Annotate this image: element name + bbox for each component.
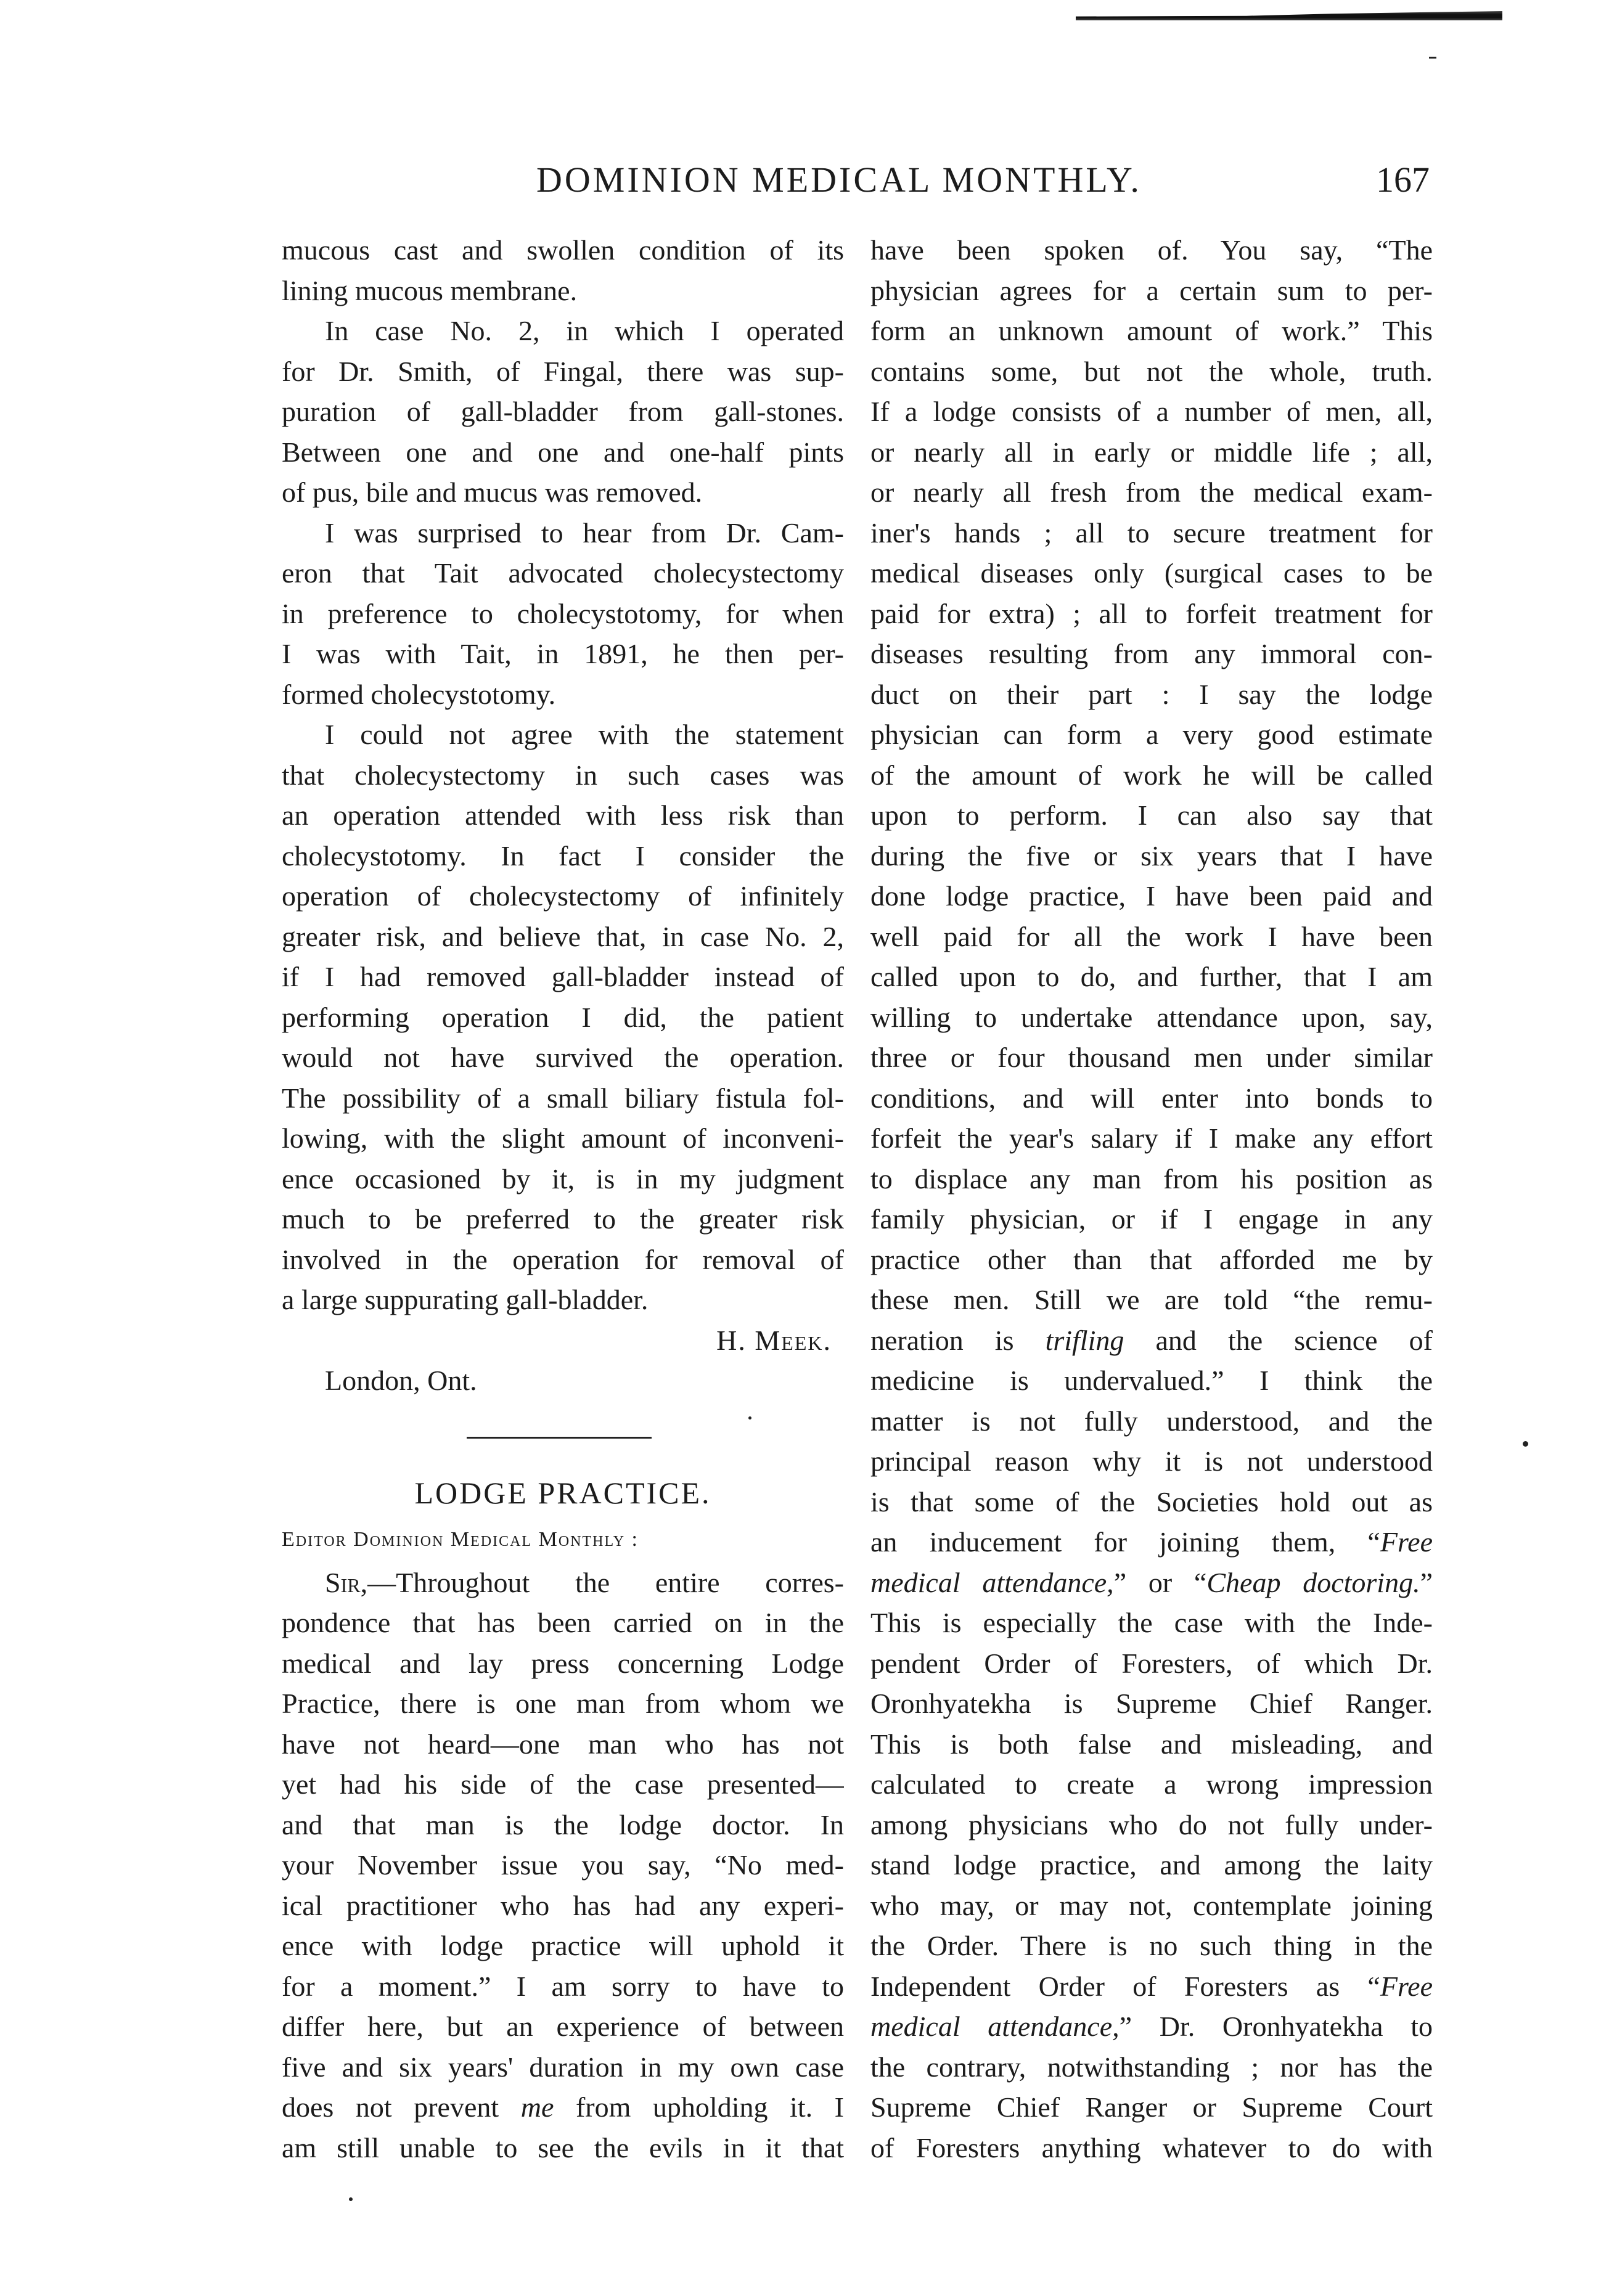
text-line: upon to perform. I can also say that [870, 799, 1433, 831]
text-line: for a moment.” I am sorry to have to [282, 1970, 844, 2002]
text-line: your November issue you say, “No med- [282, 1849, 844, 1881]
text-line: I could not agree with the statement [325, 719, 844, 750]
text-line: if I had removed gall-bladder instead of [282, 961, 844, 992]
text-line: to displace any man from his position as [870, 1162, 1433, 1195]
text-line: ence with lodge practice will uphold it [282, 1930, 844, 1961]
line-part: does not prevent [282, 2091, 521, 2123]
text-line: involved in the operation for removal of [282, 1243, 844, 1275]
line-part: ” Dr. Oronhyatekha to [1119, 2011, 1433, 2042]
text-line: greater risk, and believe that, in case No. 2, [282, 920, 844, 952]
text-line: This is especially the case with the Inde- [870, 1607, 1433, 1638]
text-line: among physicians who do not fully under- [870, 1808, 1433, 1840]
text-line: ence occasioned by it, is in my judgment [282, 1162, 844, 1195]
text-line: of the amount of work he will be called [870, 759, 1433, 791]
text-line: I was with Tait, in 1891, he then per- [282, 638, 844, 669]
text-line: done lodge practice, I have been paid and [870, 880, 1433, 912]
text-line: called upon to do, and further, that I am [870, 961, 1433, 992]
text-line: Between one and one and one-half pints [282, 436, 844, 468]
text-line: the Order. There is no such thing in the [870, 1930, 1433, 1961]
text-line: performing operation I did, the patient [282, 1001, 844, 1033]
place: London, Ont. [325, 1365, 477, 1396]
text-line: during the five or six years that I have [870, 840, 1433, 872]
page-number: 167 [1376, 160, 1430, 200]
text-line: In case No. 2, in which I operated [325, 315, 844, 346]
ink-speck [748, 1416, 751, 1420]
left-column [282, 230, 844, 2168]
text-line [870, 2006, 1433, 2047]
text-line: physician can form a very good estimate [870, 719, 1433, 750]
text-line: calculated to create a wrong impression [870, 1768, 1433, 1800]
line-part: from upholding it. I [554, 2091, 844, 2123]
text-line: operation of cholecystectomy of infinitely [282, 880, 844, 912]
ink-speck [1523, 1441, 1528, 1447]
line-rest: —Throughout the entire corres- [367, 1566, 844, 1598]
text-line [282, 2087, 844, 2128]
line-part: ” or “ [1113, 1566, 1207, 1598]
line-part: Independent Order of Foresters as “ [870, 1970, 1380, 2002]
text-line: have been spoken of. You say, “The [870, 234, 1433, 266]
text-line: formed cholecystotomy. [282, 678, 556, 710]
text-line: am still unable to see the evils in it that [282, 2131, 844, 2163]
journal-title: DOMINION MEDICAL MONTHLY. [536, 160, 1142, 200]
text-line: pendent Order of Foresters, of which Dr. [870, 1647, 1433, 1679]
text-line: eron that Tait advocated cholecystectomy [282, 557, 844, 589]
text-line: of pus, bile and mucus was removed. [282, 476, 703, 508]
text-line: iner's hands ; all to secure treatment for [870, 517, 1433, 549]
text-line [870, 1966, 1433, 2007]
text-line [282, 1563, 844, 1603]
line-part: an inducement for joining them, “ [870, 1526, 1380, 1558]
running-head [0, 159, 1609, 208]
ink-speck [349, 2197, 353, 2201]
text-line: differ here, but an experience of between [282, 2011, 844, 2042]
text-line: principal reason why it is not understood [870, 1445, 1433, 1477]
text-line: much to be preferred to the greater risk [282, 1203, 844, 1235]
signature: H. Meek. [716, 1324, 832, 1356]
text-line: mucous cast and swollen condition of its [282, 234, 844, 266]
sir-word: Sir, [325, 1566, 368, 1598]
text-line: or nearly all in early or middle life ; all, [870, 436, 1433, 468]
text-line: in preference to cholecystotomy, for when [282, 597, 844, 629]
italic-phrase: Free [1380, 1526, 1433, 1558]
text-line: an operation attended with less risk than [282, 799, 844, 831]
text-line: physician agrees for a certain sum to per- [870, 274, 1433, 306]
text-line: practice other than that afforded me by [870, 1243, 1433, 1275]
text-line: have not heard—one man who has not [282, 1728, 844, 1760]
section-divider [467, 1437, 652, 1439]
text-line: family physician, or if I engage in any [870, 1203, 1433, 1235]
text-line: of Foresters anything whatever to do with [870, 2131, 1433, 2163]
text-line: diseases resulting from any immoral con- [870, 638, 1433, 669]
text-line: yet had his side of the case presented— [282, 1768, 844, 1800]
text-line: and that man is the lodge doctor. In [282, 1808, 844, 1840]
text-line: I was surprised to hear from Dr. Cam- [325, 517, 844, 549]
italic-phrase: medical attendance, [870, 1566, 1114, 1598]
text-line: This is both false and misleading, and [870, 1728, 1433, 1760]
top-rule-thin [1076, 18, 1502, 20]
line-part: ” [1420, 1566, 1433, 1598]
text-line: medicine is undervalued.” I think the [870, 1365, 1433, 1396]
section-heading: LODGE PRACTICE. [414, 1475, 711, 1510]
text-line: would not have survived the operation. [282, 1042, 844, 1073]
text-line [870, 1563, 1433, 1603]
text-line: well paid for all the work I have been [870, 920, 1433, 952]
text-line: form an unknown amount of work.” This [870, 315, 1433, 346]
text-line: these men. Still we are told “the remu- [870, 1284, 1433, 1315]
text-line: pondence that has been carried on in the [282, 1607, 844, 1638]
text-line [870, 1522, 1433, 1563]
text-line: that cholecystectomy in such cases was [282, 759, 844, 791]
italic-phrase: medical attendance, [870, 2011, 1120, 2042]
text-line: three or four thousand men under similar [870, 1042, 1433, 1073]
text-line: for Dr. Smith, of Fingal, there was sup- [282, 355, 844, 387]
text-line: Supreme Chief Ranger or Supreme Court [870, 2091, 1433, 2123]
text-line: lowing, with the slight amount of inconveni- [282, 1122, 844, 1154]
text-line: the contrary, notwithstanding ; nor has the [870, 2051, 1433, 2083]
italic-phrase: Free [1380, 1970, 1433, 2002]
text-line: Oronhyatekha is Supreme Chief Ranger. [870, 1688, 1433, 1719]
text-line: contains some, but not the whole, truth. [870, 355, 1433, 387]
text-line: five and six years' duration in my own case [282, 2051, 844, 2083]
text-line: matter is not fully understood, and the [870, 1405, 1433, 1437]
line-part: neration is [870, 1324, 1046, 1356]
right-column [870, 230, 1433, 2168]
text-line [870, 1320, 1433, 1361]
text-line: a large suppurating gall-bladder. [282, 1284, 649, 1315]
line-part: and the science of [1124, 1324, 1433, 1356]
text-line: medical diseases only (surgical cases to be [870, 557, 1433, 589]
text-line: If a lodge consists of a number of men, all, [870, 396, 1433, 427]
text-line: cholecystotomy. In fact I consider the [282, 840, 844, 872]
text-line: who may, or may not, contemplate joining [870, 1889, 1433, 1921]
text-line: paid for extra) ; all to forfeit treatment for [870, 597, 1433, 629]
text-line: The possibility of a small biliary fistula fol- [282, 1082, 844, 1114]
italic-phrase: Cheap doctoring. [1206, 1566, 1420, 1598]
text-line: Practice, there is one man from whom we [282, 1688, 844, 1719]
text-line: or nearly all fresh from the medical exam- [870, 476, 1433, 508]
divider-wrap [282, 1401, 844, 1469]
ink-speck [1429, 57, 1436, 59]
text-line: duct on their part : I say the lodge [870, 678, 1433, 710]
text-line: forfeit the year's salary if I make any effort [870, 1122, 1433, 1154]
text-line: is that some of the Societies hold out as [870, 1485, 1433, 1518]
text-line: willing to undertake attendance upon, say, [870, 1001, 1433, 1033]
text-line: conditions, and will enter into bonds to [870, 1082, 1433, 1114]
text-line: ical practitioner who has had any experi- [282, 1889, 844, 1921]
text-line: lining mucous membrane. [282, 274, 578, 306]
text-line: medical and lay press concerning Lodge [282, 1647, 844, 1679]
italic-word: trifling [1045, 1324, 1124, 1356]
italic-word: me [520, 2091, 554, 2123]
text-line: puration of gall-bladder from gall-stones. [282, 396, 844, 427]
salutation: Editor Dominion Medical Monthly : [282, 1527, 639, 1551]
text-line: stand lodge practice, and among the laity [870, 1849, 1433, 1881]
